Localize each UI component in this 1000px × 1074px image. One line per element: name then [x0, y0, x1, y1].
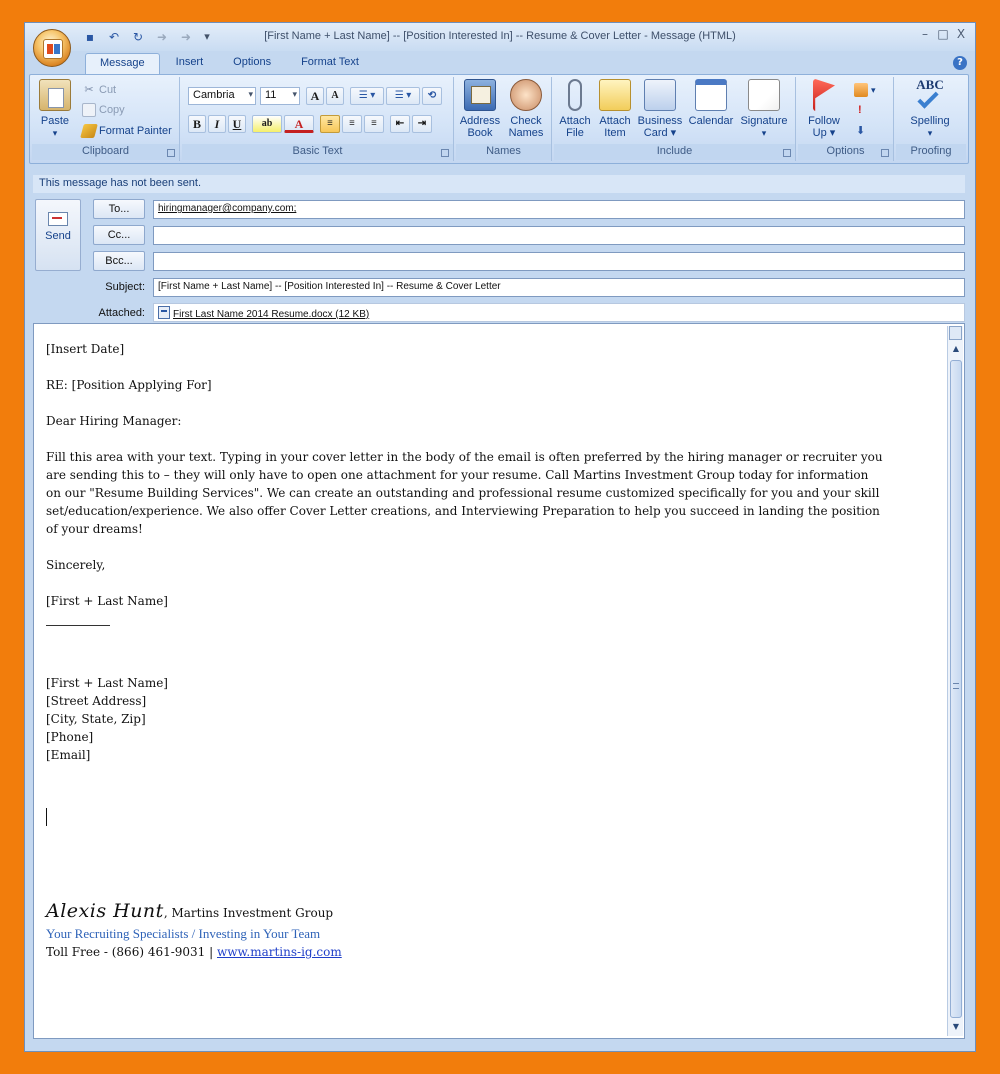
signature-label: Signature — [740, 115, 788, 127]
attach-file-label-2: File — [566, 127, 584, 139]
contact-name: [First + Last Name] — [46, 676, 168, 690]
body-paragraph: Fill this area with your text. Typing in your cover letter in the body of the email is often preferred by the hiring manager or recruiter you are sending this to – they will only have to open one attachment for your resume. Call Martins Investment Group today for information on our "Resume Building Services". We can create an outstanding and professional resume customized specifically for you and your skill set/education/experience. We also offer Cover Letter creations, and Interviewing Preparation to help you succeed in landing the position of your dreams! — [46, 450, 883, 536]
minimize-button[interactable]: – — [922, 27, 928, 41]
window-controls — [919, 27, 967, 43]
options-group — [798, 77, 894, 161]
basic-text-launcher-icon[interactable] — [441, 149, 449, 157]
signature-name: Alexis Hunt — [46, 900, 164, 922]
address-book-icon — [464, 79, 496, 111]
check-names-icon — [510, 79, 542, 111]
paste-label: Paste — [40, 115, 70, 127]
to-button[interactable]: To... — [93, 199, 145, 219]
tab-insert[interactable]: Insert — [175, 56, 204, 68]
message-body[interactable] — [33, 323, 965, 1039]
paperclip-icon — [568, 79, 582, 111]
contact-email: [Email] — [46, 748, 91, 762]
email-signature — [46, 900, 342, 959]
attach-file-label: Attach — [559, 115, 591, 127]
signoff-name: [First + Last Name] — [46, 594, 168, 608]
copy-label: Copy — [99, 104, 125, 116]
office-button[interactable] — [33, 29, 71, 67]
follow-up-label: Follow — [808, 115, 840, 127]
signature-phone: Toll Free - (866) 461-9031 | — [46, 945, 217, 959]
undo-icon[interactable]: ↶ — [108, 29, 120, 44]
follow-up-label-2: Up ▾ — [812, 127, 836, 139]
close-button[interactable]: X — [956, 27, 966, 41]
align-right-icon[interactable]: ≡ — [364, 115, 384, 133]
clipboard-group — [32, 77, 180, 161]
attach-item-label: Attach — [599, 115, 631, 127]
font-size-value: 11 — [265, 89, 277, 101]
calendar-icon — [695, 79, 727, 111]
send-button[interactable] — [35, 199, 81, 271]
word-document-icon — [158, 306, 170, 319]
outlook-message-window — [24, 22, 976, 1052]
check-names-button[interactable] — [504, 79, 548, 139]
date-line: [Insert Date] — [46, 342, 125, 356]
spelling-dropdown-icon[interactable]: ▾ — [927, 128, 933, 138]
title-bar — [25, 23, 975, 51]
follow-up-flag-icon — [813, 79, 835, 111]
underline-button[interactable]: U — [228, 115, 246, 133]
shrink-font-button[interactable]: A — [326, 87, 344, 105]
redo-icon[interactable]: ↻ — [132, 29, 144, 44]
office-logo-icon — [43, 39, 63, 59]
signature-tagline: Your Recruiting Specialists / Investing in Your Team — [46, 926, 321, 941]
business-card-label: Business — [637, 115, 683, 127]
names-group-label: Names — [456, 144, 551, 160]
scrollbar-grip-icon — [953, 683, 959, 689]
vertical-scrollbar[interactable] — [947, 326, 963, 1036]
address-book-label: Address — [459, 115, 501, 127]
highlight-button[interactable]: ab — [252, 115, 282, 133]
signature-website-link[interactable]: www.martins-ig.com — [217, 945, 342, 959]
font-name-combo[interactable] — [188, 87, 256, 105]
paintbrush-icon — [80, 124, 98, 138]
to-recipient: hiringmanager@company.com; — [158, 203, 297, 214]
ruler-toggle-icon[interactable] — [949, 326, 962, 340]
options-group-label: Options — [798, 144, 893, 160]
ribbon — [29, 74, 969, 164]
cc-button[interactable]: Cc... — [93, 225, 145, 245]
options-launcher-icon[interactable] — [881, 149, 889, 157]
italic-button[interactable]: I — [208, 115, 226, 133]
tab-message[interactable]: Message — [85, 53, 160, 75]
check-names-label-2: Names — [508, 127, 544, 139]
next-item-icon[interactable]: ➜ — [180, 29, 192, 44]
signature-button[interactable] — [738, 79, 790, 139]
spelling-label: Spelling — [910, 115, 950, 127]
decrease-indent-icon[interactable]: ⇤ — [390, 115, 410, 133]
tab-options[interactable]: Options — [233, 56, 272, 68]
font-size-combo[interactable] — [260, 87, 300, 105]
to-field[interactable] — [153, 200, 965, 219]
send-envelope-icon — [48, 212, 68, 226]
send-label: Send — [45, 230, 71, 242]
font-size-dropdown-icon: ▾ — [292, 89, 297, 99]
address-book-label-2: Book — [467, 127, 493, 139]
basic-text-group — [182, 77, 454, 161]
tab-format-text[interactable]: Format Text — [301, 56, 359, 68]
signature-rule — [46, 616, 110, 626]
spelling-button[interactable] — [902, 79, 958, 139]
format-painter-button[interactable] — [82, 122, 172, 140]
font-color-button[interactable]: A — [284, 115, 314, 133]
bcc-button[interactable]: Bcc... — [93, 251, 145, 271]
attachment-link[interactable]: First Last Name 2014 Resume.docx (12 KB) — [173, 309, 370, 320]
include-group — [554, 77, 796, 161]
attach-item-button[interactable] — [596, 79, 634, 139]
copy-icon — [82, 103, 96, 117]
categorize-dropdown-icon: ▾ — [871, 84, 876, 95]
clipboard-launcher-icon[interactable] — [167, 149, 175, 157]
scroll-up-arrow-icon[interactable]: ▲ — [952, 344, 960, 353]
align-center-icon[interactable]: ≡ — [342, 115, 362, 133]
increase-indent-icon[interactable]: ⇥ — [412, 115, 432, 133]
signature-company: , Martins Investment Group — [163, 906, 334, 920]
check-names-label: Check — [510, 115, 542, 127]
attach-file-button[interactable] — [556, 79, 594, 139]
info-bar: This message has not been sent. — [33, 175, 965, 193]
bullets-button[interactable]: ☰ ▾ — [350, 87, 384, 105]
qat-dropdown-icon[interactable]: ▾ — [204, 30, 210, 43]
business-card-icon — [644, 79, 676, 111]
ribbon-tabs — [85, 53, 373, 75]
attached-field — [153, 303, 965, 322]
closing-line: Sincerely, — [46, 558, 106, 572]
scroll-down-arrow-icon[interactable]: ▼ — [952, 1022, 960, 1031]
attached-label: Attached: — [98, 307, 145, 319]
bcc-field[interactable] — [153, 252, 965, 271]
signature-dropdown-icon[interactable]: ▾ — [761, 128, 767, 138]
subject-field[interactable]: [First Name + Last Name] -- [Position Interested In] -- Resume & Cover Letter — [153, 278, 965, 297]
grow-font-button[interactable]: A — [306, 87, 324, 105]
high-importance-icon[interactable]: ! — [858, 104, 862, 116]
format-painter-label: Format Painter — [99, 125, 172, 137]
cut-label: Cut — [99, 84, 117, 96]
scissors-icon: ✂ — [84, 84, 94, 96]
re-line: RE: [Position Applying For] — [46, 378, 212, 392]
attach-item-label-2: Item — [604, 127, 626, 139]
copy-button[interactable] — [82, 101, 125, 119]
font-name-value: Cambria — [193, 89, 235, 101]
paste-dropdown-icon[interactable]: ▾ — [52, 128, 58, 138]
spelling-check-icon — [910, 79, 950, 111]
proofing-group-label: Proofing — [896, 144, 966, 160]
paste-icon — [39, 79, 71, 111]
business-card-label-2: Card ▾ — [643, 127, 677, 139]
calendar-label: Calendar — [688, 115, 734, 127]
names-group — [456, 77, 552, 161]
cc-field[interactable] — [153, 226, 965, 245]
contact-phone: [Phone] — [46, 730, 94, 744]
envelope-icon — [599, 79, 631, 111]
categorize-icon — [854, 83, 868, 97]
align-left-icon[interactable]: ≡ — [320, 115, 340, 133]
cut-button[interactable] — [82, 81, 116, 99]
maximize-button[interactable]: □ — [937, 27, 949, 41]
bold-button[interactable]: B — [188, 115, 206, 133]
calendar-button[interactable] — [686, 79, 736, 127]
spelling-abc-text: ABC — [916, 77, 944, 92]
follow-up-button[interactable] — [802, 79, 846, 139]
scrollbar-thumb[interactable] — [950, 360, 962, 1018]
address-book-button[interactable] — [458, 79, 502, 139]
low-importance-icon[interactable]: ⬇ — [856, 124, 866, 137]
proofing-group — [896, 77, 966, 161]
subject-label: Subject: — [105, 281, 145, 293]
window-title: [First Name + Last Name] -- [Position Interested In] -- Resume & Cover Letter - Message (HTML) — [264, 30, 736, 42]
contact-street: [Street Address] — [46, 694, 147, 708]
numbering-button[interactable]: ☰ ▾ — [386, 87, 420, 105]
font-name-dropdown-icon: ▾ — [248, 89, 253, 99]
clipboard-group-label: Clipboard — [32, 144, 179, 160]
help-icon[interactable]: ? — [953, 56, 967, 70]
include-group-label: Include — [554, 144, 795, 160]
text-cursor — [46, 808, 47, 826]
basic-text-group-label: Basic Text — [182, 144, 453, 160]
message-body-content — [46, 340, 896, 764]
paste-button[interactable] — [38, 79, 72, 139]
previous-item-icon[interactable]: ➜ — [156, 29, 168, 44]
business-card-button[interactable] — [636, 79, 684, 139]
contact-city: [City, State, Zip] — [46, 712, 146, 726]
include-launcher-icon[interactable] — [783, 149, 791, 157]
categorize-button[interactable] — [854, 81, 876, 99]
clear-formatting-icon[interactable]: ⟲ — [422, 87, 442, 105]
save-icon[interactable]: ▪ — [85, 29, 95, 44]
signature-pen-icon — [748, 79, 780, 111]
greeting-line: Dear Hiring Manager: — [46, 414, 182, 428]
